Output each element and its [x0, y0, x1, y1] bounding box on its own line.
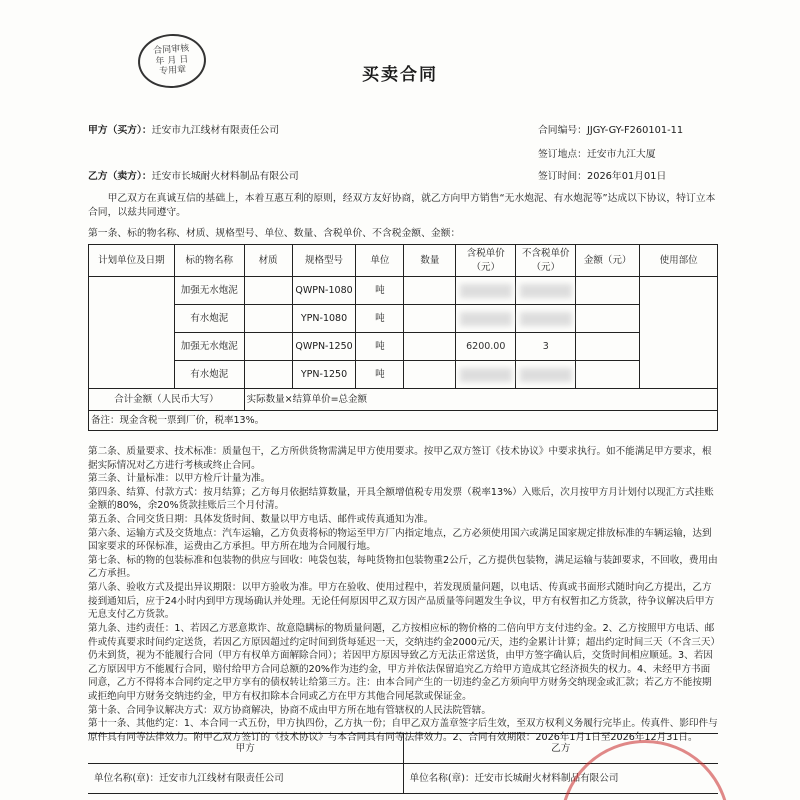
total-value: 实际数量×结算单价=总金额	[244, 389, 717, 411]
contract-terms	[88, 445, 718, 744]
party-b-label: 乙方（卖方）：	[88, 171, 152, 182]
item-unit: 吨	[356, 305, 404, 333]
material-cell	[244, 277, 292, 305]
item-unit: 吨	[356, 361, 404, 389]
col-header: 含税单价（元）	[456, 245, 516, 277]
term-clause: 第四条、结算、付款方式：按月结算；乙方每月依据结算数量，开具全额增值税专用发票（税率13%）入账后，次月按甲方月计划付以现汇方式挂账金额的80%，余20%货款挂账后三个月付清。	[88, 486, 714, 512]
redacted-mark	[460, 368, 512, 382]
term-clause: 第九条、违约责任：1、若因乙方恶意欺诈、故意隐瞒标的物质量问题，乙方按相应标的物价格的二倍向甲方支付违约金。2、乙方按照甲方电话、邮件或传真要求时间约定送货，若因乙方原因超过约定时间到货每延迟一天，交纳违约金2000元/天，违约金累计计算；超出约定时间三天（不含三天）仍未到货，视为不能履行合同（甲方有权单方面解除合同）；若因甲方原因导致乙方无法正常送货，由甲方签字确认后，交货时间相应顺延。3、若因乙方原因甲方不能履行合同，赔付给甲方合同总额的20%作为违约金，甲方并依法保留追究乙方给甲方造成其它经济损失的权力。4、未经甲方书面同意，乙方不得将本合同约定之甲方享有的债权转让给第三方。注：由本合同产生的一切违约金乙方须向甲方财务交纳现金或汇款；若乙方不能按期或拒绝向甲方财务交纳违约金，甲方有权扣除本合同或乙方在甲方其他合同尾款或保证金。	[88, 622, 716, 702]
redacted-mark	[520, 368, 572, 382]
redacted-mark	[460, 284, 512, 298]
party-b-line	[88, 170, 299, 184]
party-a-label: 甲方（买方）：	[88, 125, 152, 136]
item-unit: 吨	[356, 333, 404, 361]
party-a-sign-cell	[88, 764, 404, 794]
item-spec: YPN-1250	[292, 361, 356, 389]
col-header: 计划单位及日期	[89, 245, 175, 277]
col-header: 数量	[404, 245, 456, 277]
col-header: 使用部位	[640, 245, 718, 277]
party-a-head: 甲方	[88, 734, 404, 764]
total-label: 合计金额（人民币大写）	[89, 389, 245, 411]
term-clause: 第五条、合同交货日期：具体发货时间、数量以甲方电话、邮件或传真通知为准。	[88, 514, 434, 526]
item-spec: YPN-1080	[292, 305, 356, 333]
stamp-line-3: 专用章	[158, 65, 187, 78]
plan-unit-cell	[89, 277, 175, 389]
party-b-name-label: 单位名称(章)：	[409, 772, 475, 784]
material-cell	[244, 305, 292, 333]
total-row	[89, 389, 718, 411]
party-a-name-label: 单位名称(章)：	[94, 772, 160, 784]
price-cell	[456, 277, 516, 305]
amount-cell	[576, 305, 640, 333]
party-a-sign-name: 迁安市九江线材有限责任公司	[159, 772, 284, 784]
price-value: 6200.00	[456, 333, 516, 361]
term-clause: 第六条、运输方式及交货地点：汽车运输，乙方负责将标的物运至甲方厂内指定地点，乙方必须使用国六或满足国家规定排放标准的车辆运输，达到国家要求的环保标准，运费由乙方承担。甲方所在地为合同履行地。	[88, 527, 712, 553]
term-clause: 第三条、计量标准：以甲方检斤计量为准。	[88, 473, 271, 485]
term-clause: 第十一条、其他约定：1、本合同一式五份，甲方执四份，乙方执一份；自甲乙双方盖章签字后生效，至双方权利义务履行完毕止。传真件、影印件与原件具有同等法律效力。附甲乙双方签订的《技术协议》与本合同具有同等法律效力。2、合同有效期限：2026年1月1日至2026年12月31日。	[88, 718, 718, 743]
term-clause: 第十条、合同争议解决方式：双方协商解决，协商不成由甲方所在地有管辖权的人民法院管辖。	[88, 704, 491, 716]
table-header-row	[89, 245, 718, 277]
goods-table	[88, 244, 718, 431]
qty-cell	[404, 333, 456, 361]
party-a-name: 迁安市九江线材有限责任公司	[151, 125, 280, 136]
table-row	[89, 333, 718, 361]
party-a-line	[88, 124, 279, 138]
sign-place: 迁安市九江大厦	[586, 149, 656, 160]
sign-date: 2026年01月01日	[586, 171, 667, 182]
term-clause: 第七条、标的物的包装标准和包装物的供应与回收：吨袋包装，每吨货物扣包装物重2公斤，乙方提供包装物，满足运输与装卸要求，不回收，费用由乙方承担。	[88, 554, 718, 580]
note-cell: 备注：现金含税一票到厂价，税率13%。	[89, 411, 718, 431]
party-b-name: 迁安市长城耐火材料制品有限公司	[151, 171, 299, 182]
amount-cell	[576, 333, 640, 361]
col-header: 不含税单价（元）	[516, 245, 576, 277]
qty-cell	[404, 361, 456, 389]
contract-no-line	[538, 124, 683, 138]
term-clause: 第八条、验收方式及提出异议期限：以甲方验收为准。甲方在验收、使用过程中，若发现质量问题，以电话、传真或书面形式随时向乙方提出，乙方接到通知后，应于24小时内到甲方现场确认并处理。无论任何原因甲乙双方因产品质量等问题发生争议，甲方有权暂扣乙方货款，待争议解决后甲方无息支付乙方货款。	[88, 582, 715, 621]
price-cell	[456, 305, 516, 333]
table-row	[89, 277, 718, 305]
item-spec: QWPN-1080	[292, 277, 356, 305]
item-name: 加强无水炮泥	[174, 277, 244, 305]
amount-cell	[576, 361, 640, 389]
excl-price-cell	[516, 361, 576, 389]
contract-no: JJGY-GY-F260101-11	[586, 125, 684, 136]
item-name: 加强无水炮泥	[174, 333, 244, 361]
item-name: 有水炮泥	[174, 305, 244, 333]
usage-cell	[640, 277, 718, 389]
excl-price-value: 3	[516, 333, 576, 361]
term-clause: 第二条、质量要求、技术标准：质量包干，乙方所供货物需满足甲方使用要求。按甲乙双方签订《技术协议》中要求执行。如不能满足甲方要求，根据实际情况对乙方进行考核或终止合同。	[88, 446, 712, 471]
sign-date-label: 签订时间：	[538, 171, 587, 182]
excl-price-cell	[516, 305, 576, 333]
col-header: 金额（元）	[576, 245, 640, 277]
redacted-mark	[460, 312, 512, 326]
table-row	[89, 305, 718, 333]
qty-cell	[404, 277, 456, 305]
price-cell	[456, 361, 516, 389]
note-row	[89, 411, 718, 431]
item-spec: QWPN-1250	[292, 333, 356, 361]
party-b-sign-name: 迁安市长城耐火材料制品有限公司	[474, 772, 619, 784]
document-title: 买卖合同	[362, 65, 438, 85]
col-header: 规格型号	[292, 245, 356, 277]
sign-place-line	[538, 148, 656, 162]
contract-no-label: 合同编号：	[538, 125, 587, 136]
item-unit: 吨	[356, 277, 404, 305]
col-header: 材质	[244, 245, 292, 277]
item-name: 有水炮泥	[174, 361, 244, 389]
stamp-line-2: 年 月 日	[155, 54, 189, 67]
col-header: 标的物名称	[174, 245, 244, 277]
redacted-mark	[520, 284, 572, 298]
col-header: 单位	[356, 245, 404, 277]
material-cell	[244, 333, 292, 361]
material-cell	[244, 361, 292, 389]
excl-price-cell	[516, 277, 576, 305]
party-b-head: 乙方	[404, 734, 719, 764]
redacted-mark	[520, 312, 572, 326]
sign-place-label: 签订地点：	[538, 149, 587, 160]
section-1-heading: 第一条、标的物名称、材质、规格型号、单位、数量、含税单价、不含税金额、金额：	[88, 228, 461, 239]
qty-cell	[404, 305, 456, 333]
intro-paragraph: 甲乙双方在真诚互信的基础上，本着互惠互利的原则，经双方友好协商，就乙方向甲方销售“无水炮泥、有水炮泥等”达成以下协议，特订立本合同，以兹共同遵守。	[88, 193, 716, 218]
table-row	[89, 361, 718, 389]
sign-date-line	[538, 170, 666, 184]
stamp-line-1: 合同审核	[152, 43, 190, 57]
amount-cell	[576, 277, 640, 305]
